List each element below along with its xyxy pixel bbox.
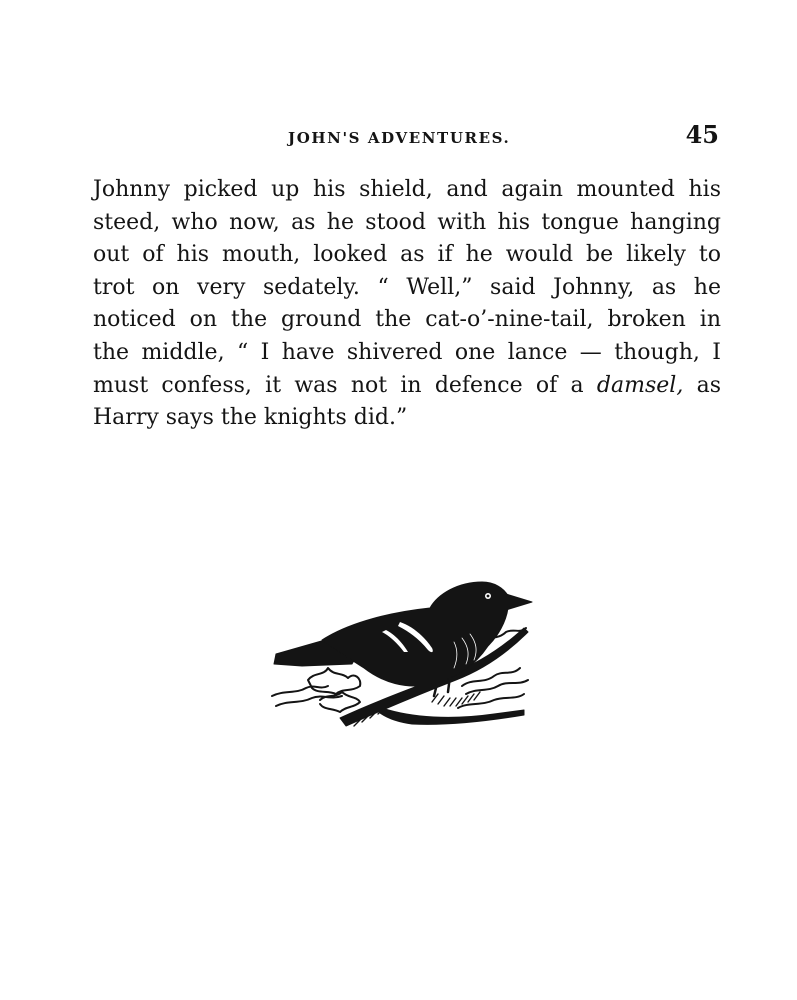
foliage-left-2	[276, 696, 342, 706]
foliage-left-4	[320, 692, 360, 712]
text-line-5: noticed on the ground the cat-o’-nine-tail, broken in	[93, 307, 721, 333]
running-head	[93, 120, 721, 160]
text-line-1: Johnny picked up his shield, and again mounted his	[93, 177, 721, 202]
running-title: JOHN'S ADVENTURES.	[288, 129, 511, 147]
body-paragraph	[93, 174, 721, 435]
text-line-8: Harry says the knights did.”	[93, 405, 408, 431]
text-line-7-end: as	[696, 372, 722, 398]
bird-beak	[506, 594, 532, 610]
bird-vignette-illustration	[262, 568, 552, 748]
text-line-2: steed, who now, as he stood with his tongue hanging	[93, 209, 721, 235]
italic-word-damsel: damsel,	[596, 372, 684, 398]
bird-pupil	[487, 595, 490, 598]
text-line-3: out of his mouth, looked as if he would be likely to	[93, 242, 721, 268]
text-line-7-start: must confess, it was not in defence of a	[93, 372, 584, 398]
bird-body	[322, 582, 528, 686]
text-line-4: trot on very sedately. “ Well,” said Johnny, as he	[93, 274, 721, 300]
branch-lower	[380, 708, 524, 724]
page-number: 45	[685, 120, 719, 149]
text-line-7	[93, 370, 721, 403]
foliage-left-3	[308, 668, 360, 694]
text-line-6: the middle, “ I have shivered one lance — though, I	[93, 339, 721, 365]
